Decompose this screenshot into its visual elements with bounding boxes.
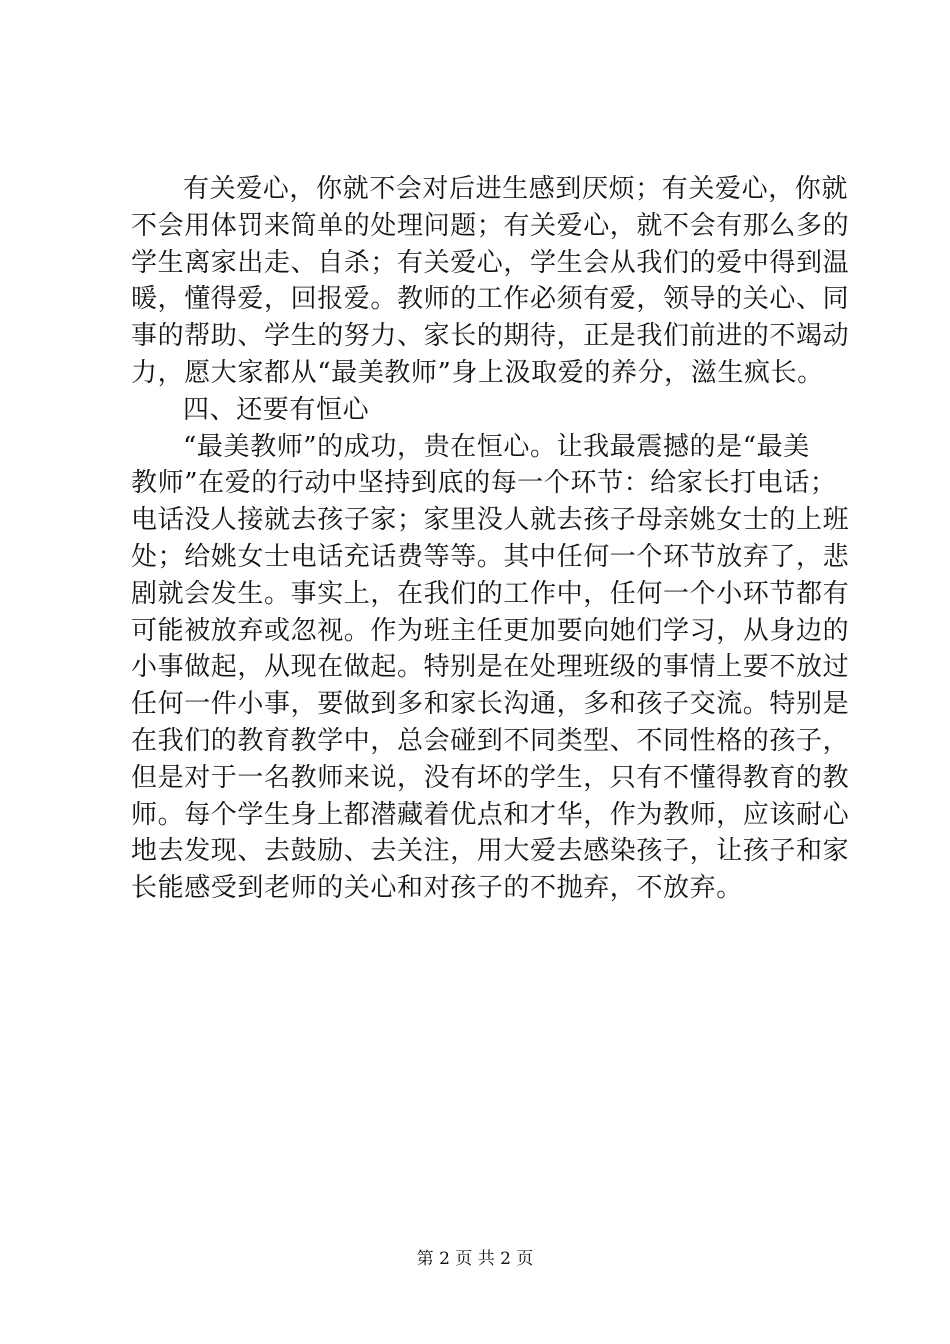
paragraph-perseverance-line-10: 但是对于一名教师来说，没有坏的学生，只有不懂得教育的教 [131, 762, 850, 793]
paragraph-perseverance-line-6: 可能被放弃或忽视。作为班主任更加要向她们学习，从身边的 [131, 615, 850, 646]
section-heading: 四、还要有恒心 [183, 394, 370, 425]
paragraph-perseverance-line-7: 小事做起，从现在做起。特别是在处理班级的事情上要不放过 [131, 652, 850, 683]
paragraph-perseverance-line-9: 在我们的教育教学中，总会碰到不同类型、不同性格的孩子， [131, 725, 850, 756]
paragraph-love-line-2: 不会用体罚来简单的处理问题；有关爱心，就不会有那么多的 [131, 210, 850, 241]
paragraph-love-line-6: 力，愿大家都从“最美教师”身上汲取爱的养分，滋生疯长。 [131, 357, 824, 388]
paragraph-perseverance-line-3: 电话没人接就去孩子家；家里没人就去孩子母亲姚女士的上班 [131, 505, 850, 536]
paragraph-perseverance-line-2: 教师”在爱的行动中坚持到底的每一个环节：给家长打电话； [131, 468, 837, 499]
paragraph-love-line-1: 有关爱心，你就不会对后进生感到厌烦；有关爱心，你就 [183, 174, 849, 204]
paragraph-perseverance-line-13: 长能感受到老师的关心和对孩子的不抛弃，不放弃。 [131, 873, 743, 904]
paragraph-perseverance-line-5: 剧就会发生。事实上，在我们的工作中，任何一个小环节都有 [131, 578, 850, 609]
paragraph-perseverance-line-1: “最美教师”的成功，贵在恒心。让我最震撼的是“最美 [183, 431, 810, 462]
paragraph-perseverance-line-4: 处；给姚女士电话充话费等等。其中任何一个环节放弃了，悲 [131, 541, 850, 572]
paragraph-love-line-4: 暖，懂得爱，回报爱。教师的工作必须有爱，领导的关心、同 [131, 284, 850, 315]
paragraph-love-line-3: 学生离家出走、自杀；有关爱心，学生会从我们的爱中得到温 [131, 247, 850, 278]
page-number: 第 2 页 共 2 页 [416, 1249, 534, 1269]
document-body [131, 171, 850, 907]
paragraph-perseverance-line-11: 师。每个学生身上都潜藏着优点和才华，作为教师，应该耐心 [131, 799, 850, 830]
page-footer [0, 1244, 950, 1269]
paragraph-perseverance-line-8: 任何一件小事，要做到多和家长沟通，多和孩子交流。特别是 [131, 689, 850, 720]
paragraph-perseverance-line-12: 地去发现、去鼓励、去关注，用大爱去感染孩子，让孩子和家 [131, 836, 850, 867]
paragraph-love-line-5: 事的帮助、学生的努力、家长的期待，正是我们前进的不竭动 [131, 321, 850, 352]
